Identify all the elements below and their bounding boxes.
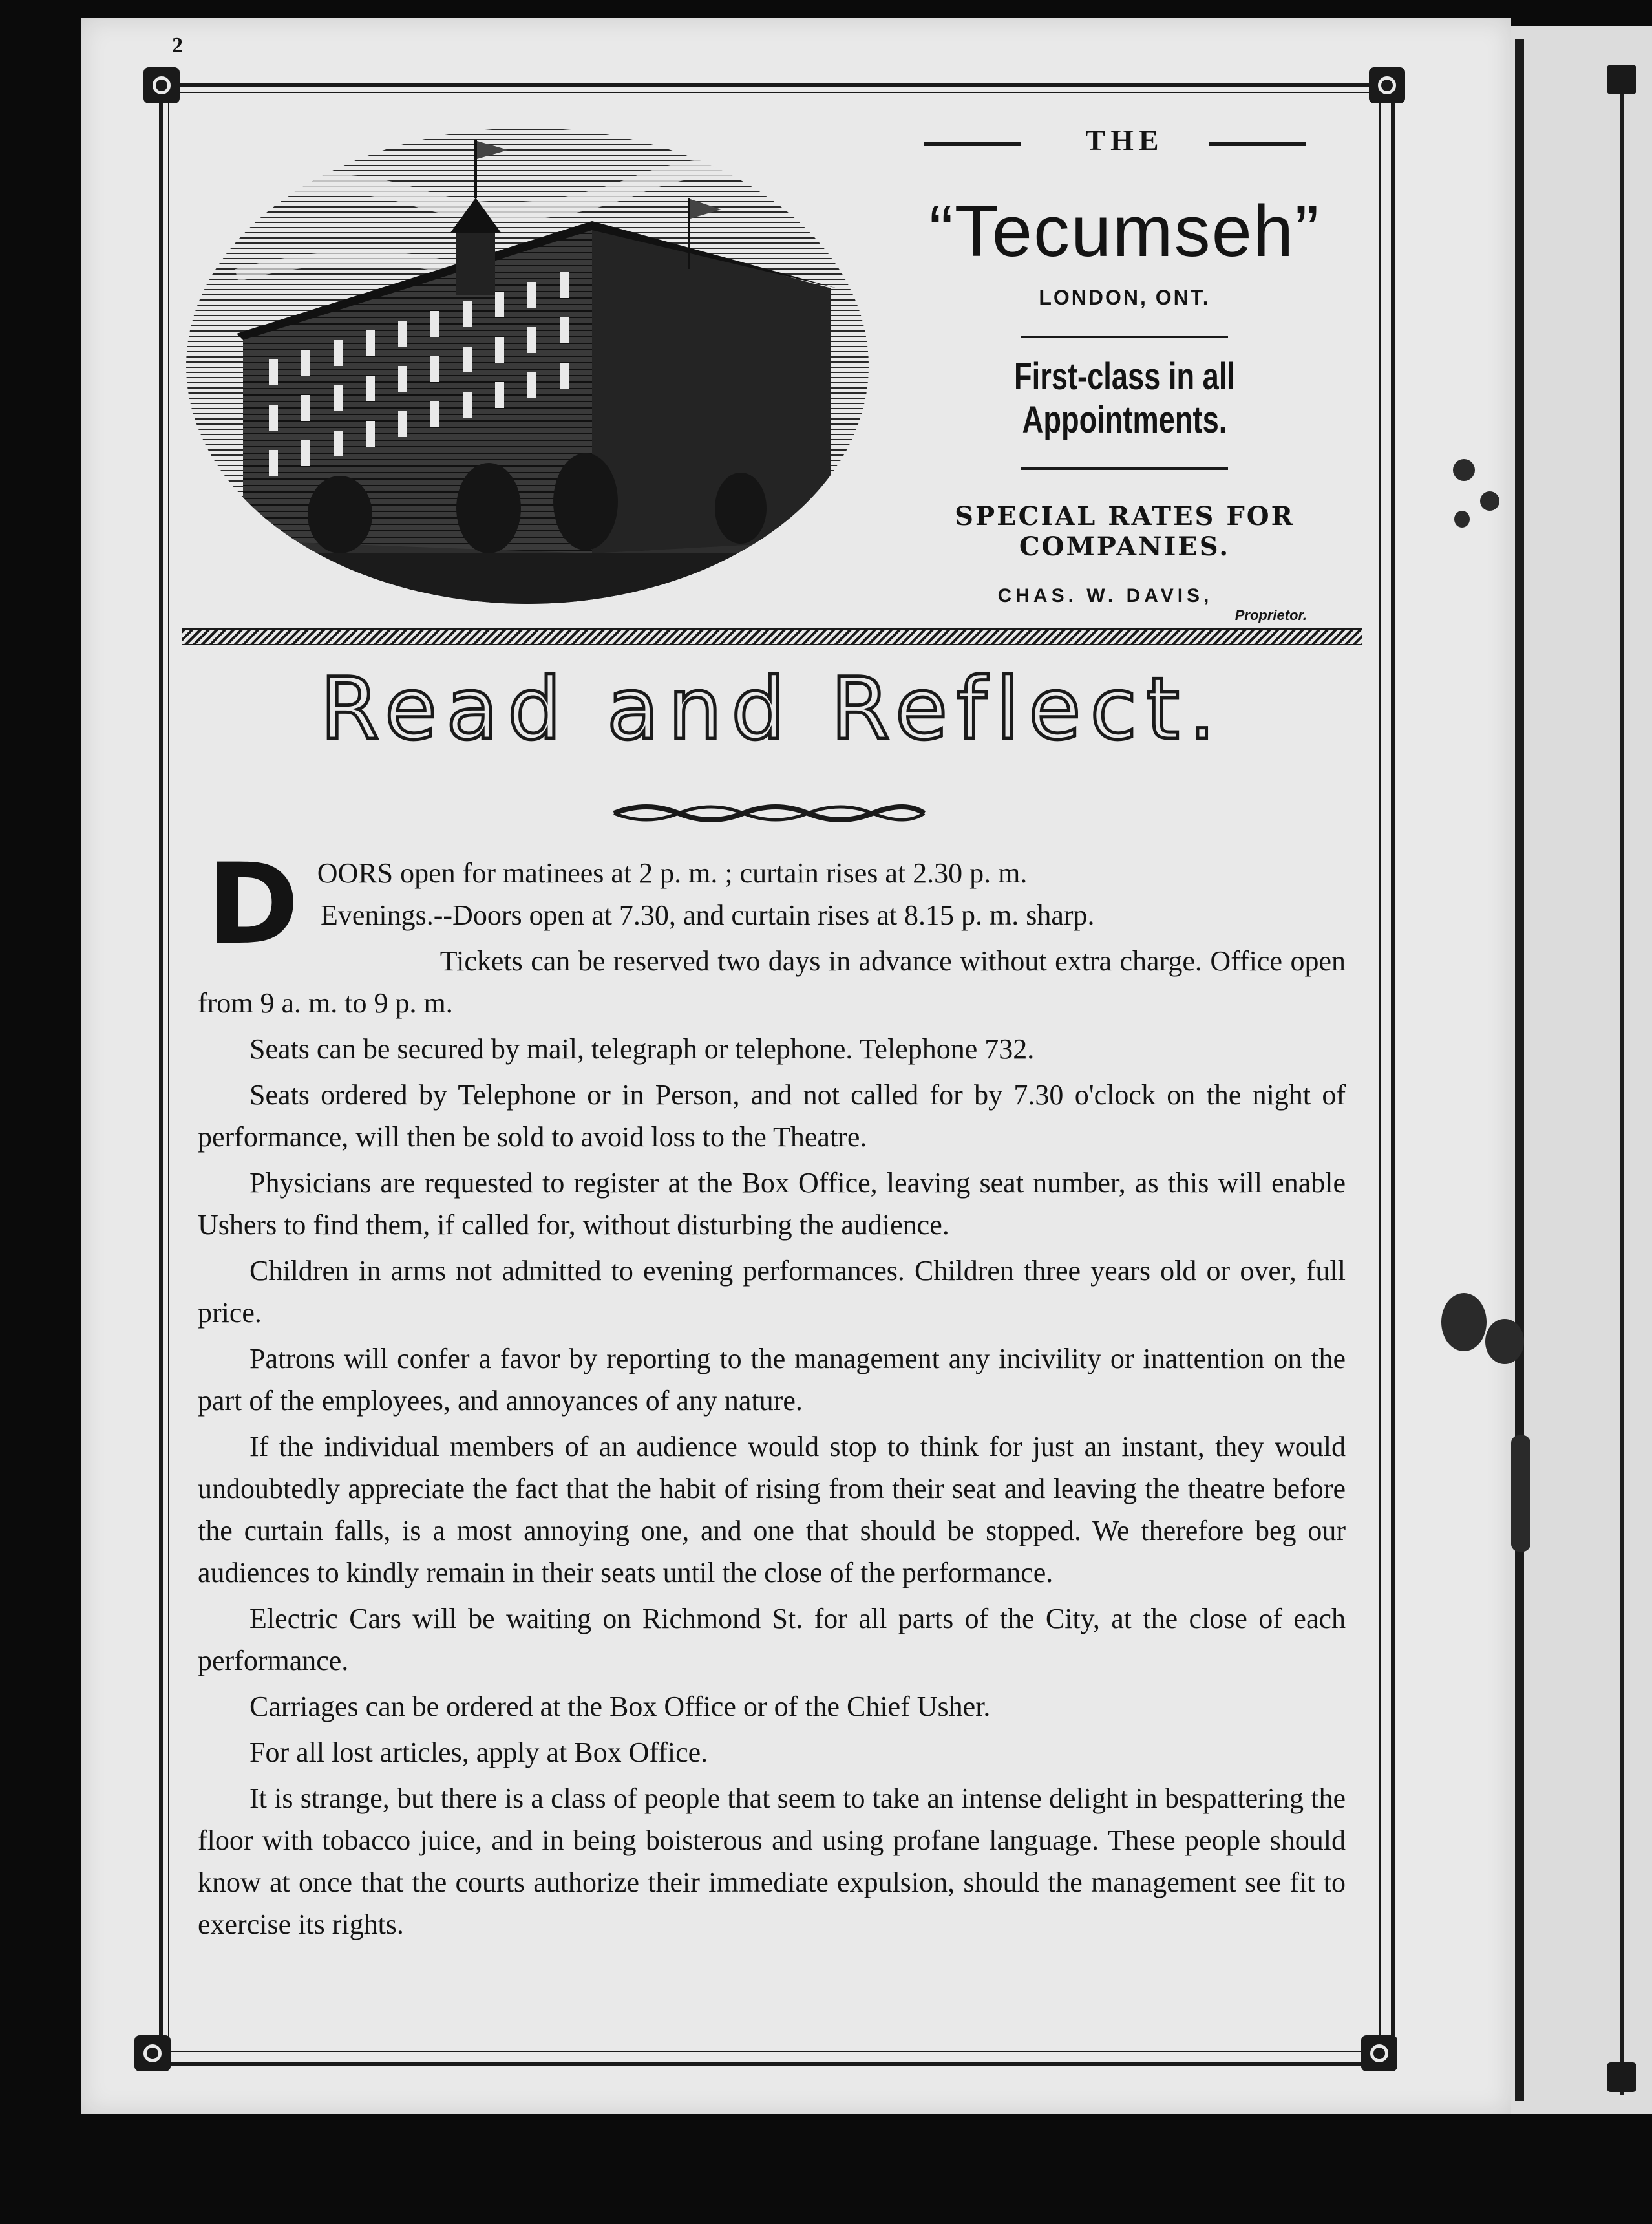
notice-line: OORS open for matinees at 2 p. m. ; curtain rises at 2.30 p. m. [317,857,1028,889]
notice-body [198,839,1346,1949]
hotel-tagline: First-class in all Appointments. [1014,356,1235,441]
notice-paragraph: If the individual members of an audience would stop to think for just an instant, they would undoubtedly appreciate the fact that the habit of rising from their seat and leaving the theatre before the curtain falls, is a most annoying one, and one that should be stopped. We therefore beg our audiences to kindly remain in their seats until the close of the performance. [198,1431,1346,1588]
divider [1021,336,1228,338]
ink-stain [1454,511,1470,528]
corner-ornament [1607,65,1636,94]
notice-paragraph: Tickets can be reserved two days in advance without extra charge. Office open from 9 a. m. to 9 p. m. [198,945,1346,1019]
ink-stain [1485,1319,1524,1364]
notice-paragraph: For all lost articles, apply at Box Office. [249,1737,708,1768]
ad-the: THE [1085,123,1164,156]
special-rates: SPECIAL RATES FOR COMPANIES. [955,501,1295,562]
corner-ornament-bottom-right [1361,2035,1397,2071]
decorative-rule [924,142,1021,146]
corner-ornament-top-left [143,67,180,103]
notice-paragraph: Patrons will confer a favor by reporting to the management any incivility or inattention on the part of the employees, and annoyances of any nature. [198,1343,1346,1417]
flourish-ornament [608,800,931,826]
notice-paragraph: Seats ordered by Telephone or in Person, and not called for by 7.30 o'clock on the night of performance, will then be sold to avoid loss to the Theatre. [198,1079,1346,1153]
hotel-engraving-image [185,127,870,605]
notice-headline: Read and Reflect. [320,659,1225,759]
notice-paragraph: Children in arms not admitted to evening performances. Children three years old or over, full price. [198,1255,1346,1329]
notice-paragraph: Carriages can be ordered at the Box Office or of the Chief Usher. [249,1691,991,1722]
ink-stain [1441,1293,1487,1351]
hotel-location: LONDON, ONT. [1039,286,1211,309]
adjacent-page-edge [1511,26,1652,2114]
divider [1021,467,1228,470]
corner-ornament-bottom-left [134,2035,171,2071]
notice-paragraph [198,839,1346,969]
notice-paragraph: Physicians are requested to register at the Box Office, leaving seat number, as this will enable Ushers to find them, if called for, without disturbing the audience. [198,1167,1346,1241]
ink-stain [1453,459,1475,481]
ink-stain [1480,491,1499,511]
notice-paragraph: It is strange, but there is a class of people that seem to take an intense delight in bespattering the floor with tobacco juice, and in being boisterous and using profane language. These people should know at once that the courts authorize their immediate expulsion, should the management see fit to exercise its rights. [198,1782,1346,1940]
hotel-advertisement [885,123,1364,624]
ink-stain [1511,1435,1530,1552]
decorative-rule [1209,142,1306,146]
page-number: 2 [172,34,183,58]
proprietor-name: CHAS. W. DAVIS, [997,585,1213,606]
corner-ornament-top-right [1369,67,1405,103]
corner-ornament [1607,2062,1636,2092]
proprietor-title: Proprietor. [1234,607,1307,623]
hatched-divider [182,628,1362,645]
notice-paragraph: Seats can be secured by mail, telegraph or telephone. Telephone 732. [249,1033,1035,1065]
notice-line: Evenings.--Doors open at 7.30, and curtain rises at 8.15 p. m. sharp. [321,899,1095,931]
drop-cap: D [207,839,299,969]
hotel-name: “Tecumseh” [929,191,1320,272]
binding-rule [1515,39,1524,2101]
border-rule [1620,65,1624,2095]
notice-paragraph: Electric Cars will be waiting on Richmond St. for all parts of the City, at the close of each performance. [198,1603,1346,1676]
